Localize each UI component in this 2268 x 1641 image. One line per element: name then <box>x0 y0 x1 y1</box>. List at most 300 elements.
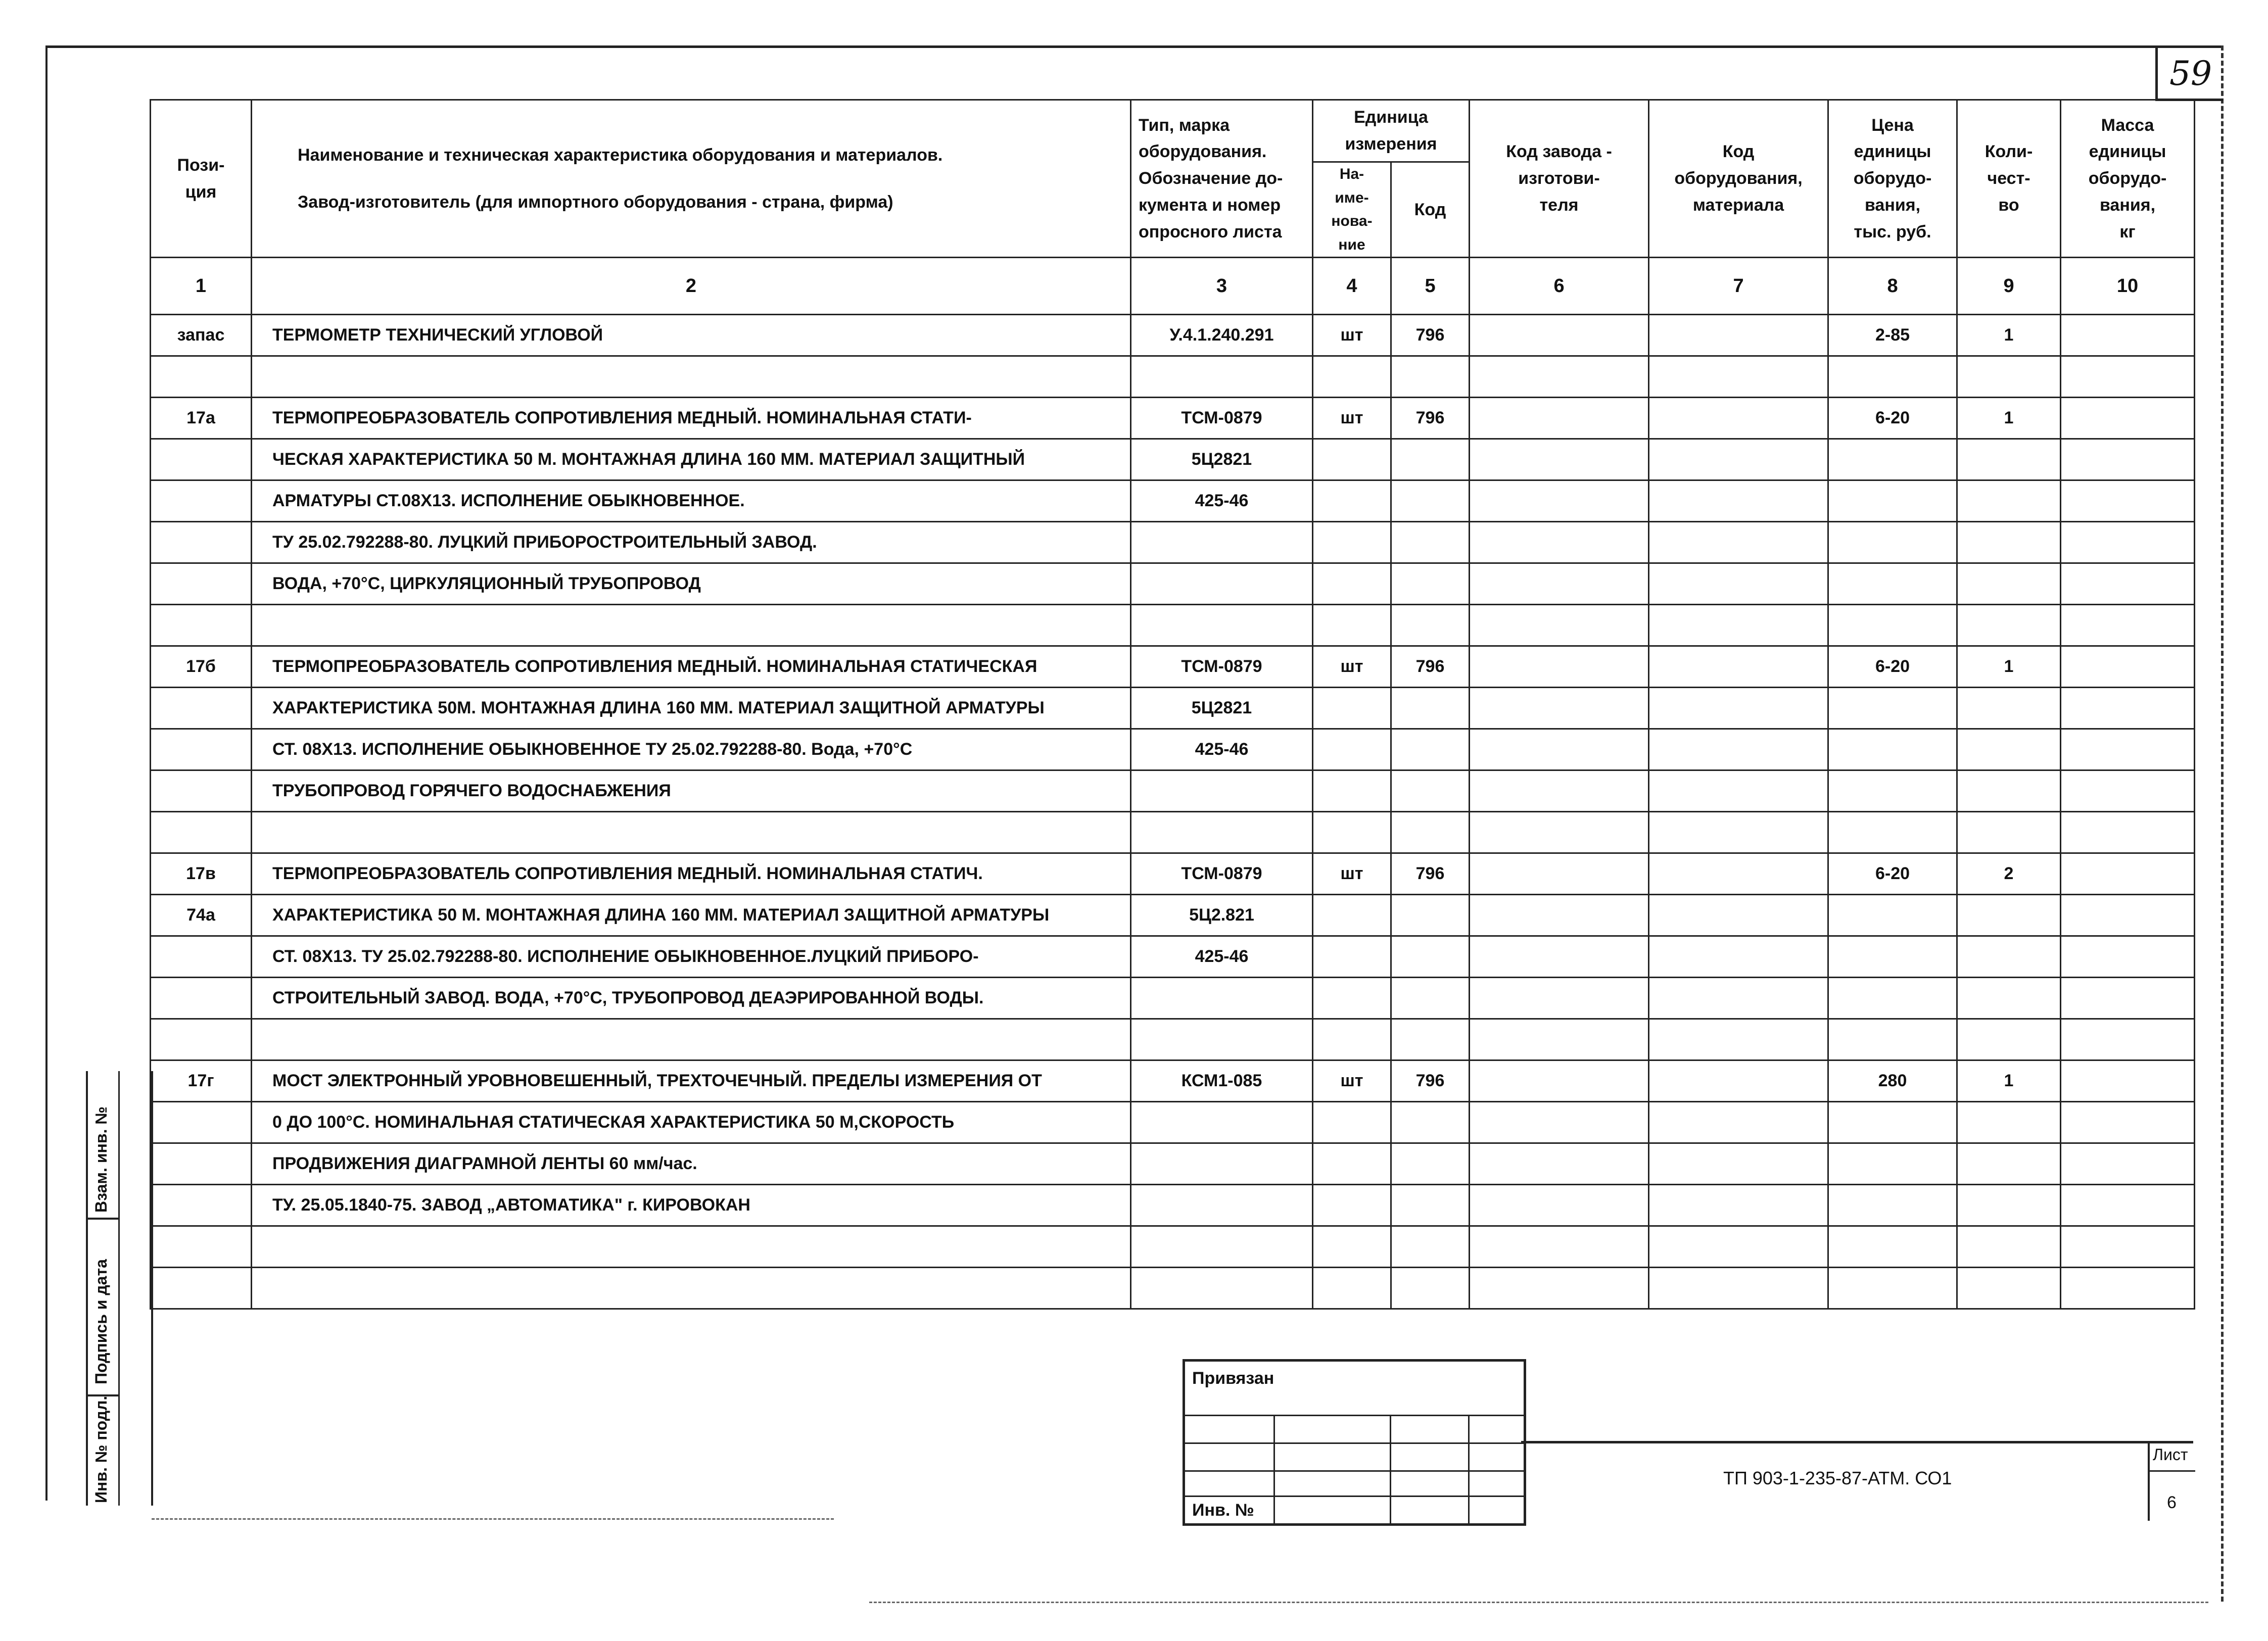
table-row <box>151 563 2195 605</box>
row-type <box>1131 1185 1313 1226</box>
row-equipment-code <box>1649 1268 1828 1309</box>
row-equipment-code <box>1649 688 1828 729</box>
row-factory-code <box>1470 522 1649 563</box>
row-name: ЧЕСКАЯ ХАРАКТЕРИСТИКА 50 М. МОНТАЖНАЯ ДЛИНА 160 ММ. МАТЕРИАЛ ЗАЩИТНЫЙ <box>252 439 1131 480</box>
row-quantity <box>1957 439 2061 480</box>
row-type <box>1131 1102 1313 1143</box>
row-unit-code <box>1391 1143 1470 1185</box>
row-equipment-code <box>1649 895 1828 936</box>
header-price: Цена единицы оборудо- вания, тыс. руб. <box>1828 100 1957 258</box>
row-factory-code <box>1470 480 1649 522</box>
row-factory-code <box>1470 563 1649 605</box>
row-type: 425-46 <box>1131 480 1313 522</box>
column-number: 10 <box>2061 258 2195 315</box>
row-factory-code <box>1470 853 1649 895</box>
header-quantity: Коли- чест- во <box>1957 100 2061 258</box>
row-equipment-code <box>1649 439 1828 480</box>
row-price <box>1828 1226 1957 1268</box>
margin-podl: Инв. № подл. <box>92 1395 110 1503</box>
row-mass <box>2061 978 2195 1019</box>
row-position <box>151 812 252 853</box>
row-name: ХАРАКТЕРИСТИКА 50М. МОНТАЖНАЯ ДЛИНА 160 ММ. МАТЕРИАЛ ЗАЩИТНОЙ АРМАТУРЫ <box>252 688 1131 729</box>
row-equipment-code <box>1649 480 1828 522</box>
row-name: ТЕРМОМЕТР ТЕХНИЧЕСКИЙ УГЛОВОЙ <box>252 315 1131 356</box>
row-type: У.4.1.240.291 <box>1131 315 1313 356</box>
row-quantity <box>1957 729 2061 770</box>
table-row <box>151 729 2195 770</box>
column-number: 6 <box>1470 258 1649 315</box>
row-name: ВОДА, +70°С, ЦИРКУЛЯЦИОННЫЙ ТРУБОПРОВОД <box>252 563 1131 605</box>
row-name: ТРУБОПРОВОД ГОРЯЧЕГО ВОДОСНАБЖЕНИЯ <box>252 770 1131 812</box>
row-mass <box>2061 522 2195 563</box>
row-quantity <box>1957 480 2061 522</box>
row-type <box>1131 978 1313 1019</box>
row-type <box>1131 522 1313 563</box>
row-unit-code <box>1391 729 1470 770</box>
title-block-line <box>1521 1441 2193 1443</box>
row-mass <box>2061 646 2195 688</box>
column-number: 3 <box>1131 258 1313 315</box>
row-name: ТУ. 25.05.1840-75. ЗАВОД „АВТОМАТИКА" г. КИРОВОКАН <box>252 1185 1131 1226</box>
row-quantity <box>1957 1143 2061 1185</box>
row-equipment-code <box>1649 978 1828 1019</box>
row-name: ТУ 25.02.792288-80. ЛУЦКИЙ ПРИБОРОСТРОИТЕЛЬНЫЙ ЗАВОД. <box>252 522 1131 563</box>
row-factory-code <box>1470 356 1649 398</box>
row-equipment-code <box>1649 398 1828 439</box>
header-name-line1: Наименование и техническая характеристика оборудования и материалов. <box>298 145 943 165</box>
row-equipment-code <box>1649 1185 1828 1226</box>
row-equipment-code <box>1649 1226 1828 1268</box>
row-unit-code <box>1391 1102 1470 1143</box>
row-type: 5Ц2821 <box>1131 688 1313 729</box>
row-factory-code <box>1470 895 1649 936</box>
row-position <box>151 605 252 646</box>
row-unit <box>1313 1102 1391 1143</box>
row-position <box>151 522 252 563</box>
row-position <box>151 1143 252 1185</box>
row-position <box>151 1102 252 1143</box>
table-row <box>151 1060 2195 1102</box>
row-type: 425-46 <box>1131 729 1313 770</box>
row-unit-code <box>1391 563 1470 605</box>
document-code: ТП 903-1-235-87-АТМ. СО1 <box>1723 1468 1952 1488</box>
row-quantity <box>1957 522 2061 563</box>
scan-artifact-line <box>869 1602 2208 1603</box>
table-row <box>151 646 2195 688</box>
row-quantity <box>1957 895 2061 936</box>
row-mass <box>2061 1226 2195 1268</box>
row-factory-code <box>1470 1060 1649 1102</box>
table-row <box>151 1185 2195 1226</box>
row-name: ПРОДВИЖЕНИЯ ДИАГРАМНОЙ ЛЕНТЫ 60 мм/час. <box>252 1143 1131 1185</box>
margin-sign: Подпись и дата <box>92 1259 110 1384</box>
row-unit <box>1313 356 1391 398</box>
column-number: 2 <box>252 258 1131 315</box>
row-price <box>1828 480 1957 522</box>
row-unit: шт <box>1313 398 1391 439</box>
row-name: МОСТ ЭЛЕКТРОННЫЙ УРОВНОВЕШЕННЫЙ, ТРЕХТОЧЕЧНЫЙ. ПРЕДЕЛЫ ИЗМЕРЕНИЯ ОТ <box>252 1060 1131 1102</box>
stamp-line <box>1185 1415 1524 1416</box>
row-type <box>1131 812 1313 853</box>
row-factory-code <box>1470 1143 1649 1185</box>
row-unit-code <box>1391 1185 1470 1226</box>
row-position <box>151 1185 252 1226</box>
margin-line <box>118 1071 120 1506</box>
row-unit-code <box>1391 356 1470 398</box>
row-unit <box>1313 812 1391 853</box>
row-quantity: 1 <box>1957 646 2061 688</box>
sheet-value: 6 <box>2167 1493 2177 1512</box>
row-quantity <box>1957 688 2061 729</box>
row-unit-code <box>1391 1019 1470 1060</box>
row-unit-code <box>1391 895 1470 936</box>
row-unit-code <box>1391 936 1470 978</box>
row-unit <box>1313 480 1391 522</box>
row-name <box>252 605 1131 646</box>
stamp-line <box>1390 1415 1391 1523</box>
row-factory-code <box>1470 646 1649 688</box>
row-mass <box>2061 1019 2195 1060</box>
row-equipment-code <box>1649 1143 1828 1185</box>
row-type: КСМ1-085 <box>1131 1060 1313 1102</box>
row-unit <box>1313 439 1391 480</box>
row-name <box>252 812 1131 853</box>
row-position <box>151 480 252 522</box>
row-price <box>1828 356 1957 398</box>
row-name: 0 ДО 100°С. НОМИНАЛЬНАЯ СТАТИЧЕСКАЯ ХАРАКТЕРИСТИКА 50 М,СКОРОСТЬ <box>252 1102 1131 1143</box>
row-factory-code <box>1470 1268 1649 1309</box>
row-position <box>151 729 252 770</box>
header-unit-name: На- име- нова- ние <box>1313 162 1391 258</box>
row-factory-code <box>1470 1226 1649 1268</box>
header-unit-code: Код <box>1391 162 1470 258</box>
row-position: 17в <box>151 853 252 895</box>
row-unit-code: 796 <box>1391 853 1470 895</box>
margin-line <box>88 1218 118 1220</box>
frame-left-line <box>45 45 48 1501</box>
row-price <box>1828 978 1957 1019</box>
row-equipment-code <box>1649 1019 1828 1060</box>
row-unit <box>1313 729 1391 770</box>
row-price: 280 <box>1828 1060 1957 1102</box>
row-mass <box>2061 1102 2195 1143</box>
row-quantity <box>1957 605 2061 646</box>
row-position <box>151 978 252 1019</box>
specification-table <box>150 99 2195 1310</box>
row-type <box>1131 1019 1313 1060</box>
row-name: АРМАТУРЫ СТ.08Х13. ИСПОЛНЕНИЕ ОБЫКНОВЕННОЕ. <box>252 480 1131 522</box>
row-price <box>1828 812 1957 853</box>
row-unit <box>1313 895 1391 936</box>
row-price <box>1828 563 1957 605</box>
table-row <box>151 936 2195 978</box>
row-price <box>1828 1268 1957 1309</box>
scan-artifact-line <box>152 1518 834 1520</box>
column-number-row <box>151 258 2195 315</box>
row-mass <box>2061 315 2195 356</box>
row-position <box>151 1019 252 1060</box>
row-price <box>1828 439 1957 480</box>
row-mass <box>2061 1268 2195 1309</box>
row-position <box>151 439 252 480</box>
row-position: запас <box>151 315 252 356</box>
row-factory-code <box>1470 1102 1649 1143</box>
table-row <box>151 895 2195 936</box>
row-type: ТСМ-0879 <box>1131 398 1313 439</box>
row-type: 425-46 <box>1131 936 1313 978</box>
stamp-line <box>1468 1415 1470 1523</box>
row-mass <box>2061 1143 2195 1185</box>
column-number: 4 <box>1313 258 1391 315</box>
row-price <box>1828 770 1957 812</box>
table-row <box>151 1143 2195 1185</box>
row-name <box>252 356 1131 398</box>
row-unit <box>1313 522 1391 563</box>
table-row <box>151 398 2195 439</box>
row-price <box>1828 895 1957 936</box>
row-quantity: 1 <box>1957 1060 2061 1102</box>
header-mass: Масса единицы оборудо- вания, кг <box>2061 100 2195 258</box>
table-row <box>151 688 2195 729</box>
margin-stamp <box>86 1071 153 1506</box>
header-position: Пози- ция <box>151 100 252 258</box>
row-factory-code <box>1470 688 1649 729</box>
header-unit: Единица измерения <box>1313 100 1470 162</box>
row-equipment-code <box>1649 1060 1828 1102</box>
row-name <box>252 1019 1131 1060</box>
row-unit <box>1313 1143 1391 1185</box>
table-row <box>151 439 2195 480</box>
row-mass <box>2061 729 2195 770</box>
row-quantity: 1 <box>1957 398 2061 439</box>
row-name: ТЕРМОПРЕОБРАЗОВАТЕЛЬ СОПРОТИВЛЕНИЯ МЕДНЫЙ. НОМИНАЛЬНАЯ СТАТИ- <box>252 398 1131 439</box>
row-price: 6-20 <box>1828 853 1957 895</box>
binding-stamp <box>1183 1359 1526 1526</box>
row-unit-code <box>1391 480 1470 522</box>
table-row <box>151 853 2195 895</box>
row-factory-code <box>1470 936 1649 978</box>
row-factory-code <box>1470 1019 1649 1060</box>
table-row <box>151 315 2195 356</box>
table-row <box>151 1102 2195 1143</box>
row-unit <box>1313 563 1391 605</box>
row-mass <box>2061 480 2195 522</box>
row-mass <box>2061 770 2195 812</box>
row-equipment-code <box>1649 770 1828 812</box>
row-position <box>151 1268 252 1309</box>
frame-top-line <box>45 45 2224 48</box>
row-unit-code <box>1391 439 1470 480</box>
row-mass <box>2061 356 2195 398</box>
sheet-label: Лист <box>2153 1445 2188 1464</box>
row-unit <box>1313 978 1391 1019</box>
row-factory-code <box>1470 1185 1649 1226</box>
row-price <box>1828 605 1957 646</box>
stamp-line <box>1185 1470 1524 1472</box>
row-unit <box>1313 1268 1391 1309</box>
column-number: 5 <box>1391 258 1470 315</box>
row-mass <box>2061 1060 2195 1102</box>
row-unit <box>1313 605 1391 646</box>
row-quantity <box>1957 356 2061 398</box>
page-number: 59 <box>2155 48 2224 101</box>
stamp-line <box>1185 1495 1524 1497</box>
row-unit-code <box>1391 812 1470 853</box>
row-quantity <box>1957 1102 2061 1143</box>
inventory-label: Инв. № <box>1192 1501 1254 1520</box>
row-type: 5Ц2821 <box>1131 439 1313 480</box>
row-mass <box>2061 853 2195 895</box>
header-type: Тип, марка оборудования. Обозначение до- кумента и номер опросного листа <box>1131 100 1313 258</box>
row-name: ТЕРМОПРЕОБРАЗОВАТЕЛЬ СОПРОТИВЛЕНИЯ МЕДНЫЙ. НОМИНАЛЬНАЯ СТАТИЧЕСКАЯ <box>252 646 1131 688</box>
row-unit-code <box>1391 688 1470 729</box>
row-equipment-code <box>1649 605 1828 646</box>
row-price <box>1828 936 1957 978</box>
row-unit <box>1313 936 1391 978</box>
row-quantity: 2 <box>1957 853 2061 895</box>
row-type <box>1131 563 1313 605</box>
row-quantity <box>1957 978 2061 1019</box>
row-equipment-code <box>1649 936 1828 978</box>
row-unit: шт <box>1313 1060 1391 1102</box>
row-mass <box>2061 605 2195 646</box>
row-position: 17а <box>151 398 252 439</box>
row-mass <box>2061 895 2195 936</box>
table-row <box>151 770 2195 812</box>
row-price: 6-20 <box>1828 398 1957 439</box>
row-mass <box>2061 439 2195 480</box>
row-quantity <box>1957 1268 2061 1309</box>
row-unit-code: 796 <box>1391 1060 1470 1102</box>
row-unit-code <box>1391 770 1470 812</box>
row-type: ТСМ-0879 <box>1131 646 1313 688</box>
row-price <box>1828 1019 1957 1060</box>
row-type <box>1131 605 1313 646</box>
row-equipment-code <box>1649 1102 1828 1143</box>
row-equipment-code <box>1649 853 1828 895</box>
stamp-line <box>1185 1442 1524 1444</box>
row-unit-code <box>1391 522 1470 563</box>
row-name: СТ. 08Х13. ИСПОЛНЕНИЕ ОБЫКНОВЕННОЕ ТУ 25.02.792288-80. Вода, +70°С <box>252 729 1131 770</box>
row-name: СТ. 08Х13. ТУ 25.02.792288-80. ИСПОЛНЕНИЕ ОБЫКНОВЕННОЕ.ЛУЦКИЙ ПРИБОРО- <box>252 936 1131 978</box>
row-type <box>1131 1268 1313 1309</box>
table-row <box>151 522 2195 563</box>
row-equipment-code <box>1649 522 1828 563</box>
row-unit <box>1313 770 1391 812</box>
bound-label: Привязан <box>1192 1369 1274 1388</box>
row-quantity <box>1957 812 2061 853</box>
row-factory-code <box>1470 315 1649 356</box>
row-unit-code <box>1391 1268 1470 1309</box>
table-row <box>151 978 2195 1019</box>
row-quantity <box>1957 936 2061 978</box>
row-unit: шт <box>1313 853 1391 895</box>
row-unit-code: 796 <box>1391 646 1470 688</box>
row-name: ТЕРМОПРЕОБРАЗОВАТЕЛЬ СОПРОТИВЛЕНИЯ МЕДНЫЙ. НОМИНАЛЬНАЯ СТАТИЧ. <box>252 853 1131 895</box>
row-position: 17б <box>151 646 252 688</box>
row-quantity <box>1957 1019 2061 1060</box>
row-equipment-code <box>1649 563 1828 605</box>
row-type <box>1131 1143 1313 1185</box>
row-name <box>252 1226 1131 1268</box>
row-price <box>1828 1185 1957 1226</box>
column-number: 7 <box>1649 258 1828 315</box>
row-position: 17г <box>151 1060 252 1102</box>
row-name <box>252 1268 1131 1309</box>
row-unit <box>1313 1226 1391 1268</box>
row-name: ХАРАКТЕРИСТИКА 50 М. МОНТАЖНАЯ ДЛИНА 160 ММ. МАТЕРИАЛ ЗАЩИТНОЙ АРМАТУРЫ <box>252 895 1131 936</box>
row-type: 5Ц2.821 <box>1131 895 1313 936</box>
row-price <box>1828 1102 1957 1143</box>
sheet-number-box <box>2148 1442 2195 1521</box>
row-factory-code <box>1470 439 1649 480</box>
row-factory-code <box>1470 770 1649 812</box>
frame-right-line <box>2221 45 2224 1602</box>
row-unit-code <box>1391 978 1470 1019</box>
row-unit <box>1313 1019 1391 1060</box>
column-number: 1 <box>151 258 252 315</box>
row-type <box>1131 770 1313 812</box>
row-position <box>151 688 252 729</box>
row-position: 74а <box>151 895 252 936</box>
row-price: 6-20 <box>1828 646 1957 688</box>
row-unit: шт <box>1313 646 1391 688</box>
row-mass <box>2061 688 2195 729</box>
row-unit <box>1313 688 1391 729</box>
header-equipment-code: Код оборудования, материала <box>1649 100 1828 258</box>
row-factory-code <box>1470 605 1649 646</box>
row-factory-code <box>1470 812 1649 853</box>
row-unit-code <box>1391 1226 1470 1268</box>
row-mass <box>2061 563 2195 605</box>
row-position <box>151 356 252 398</box>
row-factory-code <box>1470 398 1649 439</box>
table-row <box>151 812 2195 853</box>
row-unit-code <box>1391 605 1470 646</box>
header-name <box>252 100 1131 258</box>
row-unit <box>1313 1185 1391 1226</box>
row-quantity <box>1957 1185 2061 1226</box>
row-equipment-code <box>1649 646 1828 688</box>
row-unit-code: 796 <box>1391 315 1470 356</box>
row-equipment-code <box>1649 812 1828 853</box>
column-number: 9 <box>1957 258 2061 315</box>
row-type: ТСМ-0879 <box>1131 853 1313 895</box>
row-factory-code <box>1470 729 1649 770</box>
row-position <box>151 1226 252 1268</box>
margin-vzam: Взам. инв. № <box>92 1106 110 1213</box>
row-quantity <box>1957 1226 2061 1268</box>
row-mass <box>2061 398 2195 439</box>
table-row <box>151 356 2195 398</box>
row-unit: шт <box>1313 315 1391 356</box>
row-price <box>1828 522 1957 563</box>
row-price <box>1828 729 1957 770</box>
row-price <box>1828 1143 1957 1185</box>
row-unit-code: 796 <box>1391 398 1470 439</box>
row-quantity: 1 <box>1957 315 2061 356</box>
table-row <box>151 1226 2195 1268</box>
row-price <box>1828 688 1957 729</box>
row-mass <box>2061 1185 2195 1226</box>
row-factory-code <box>1470 978 1649 1019</box>
row-quantity <box>1957 770 2061 812</box>
table-row <box>151 605 2195 646</box>
row-equipment-code <box>1649 315 1828 356</box>
header-name-line2: Завод-изготовитель (для импортного оборудования - страна, фирма) <box>298 192 893 212</box>
row-mass <box>2061 936 2195 978</box>
row-type <box>1131 1226 1313 1268</box>
